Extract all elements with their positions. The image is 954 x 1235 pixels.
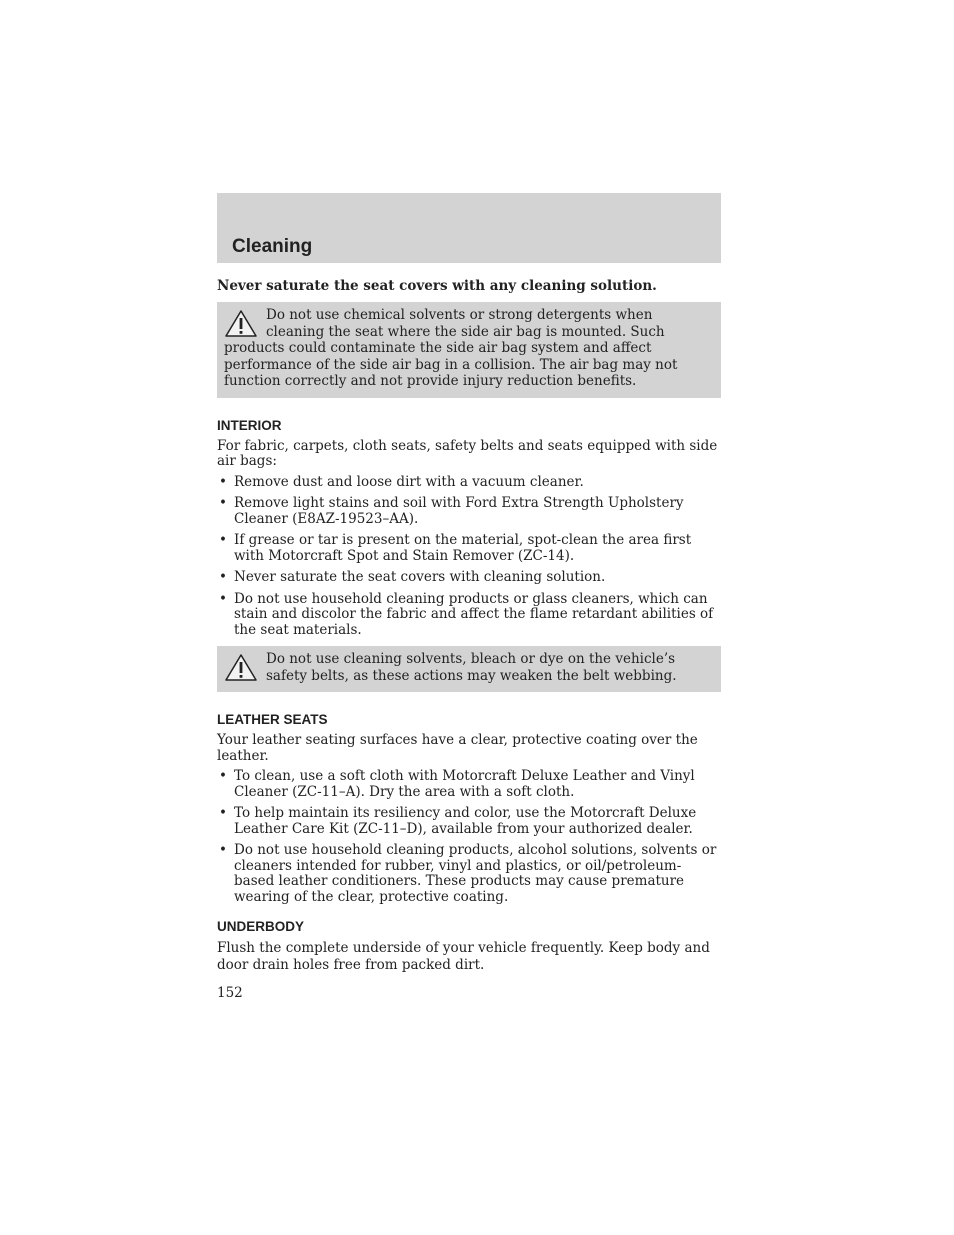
manual-page — [217, 193, 721, 1001]
underbody-text: Flush the complete underside of your vehicle frequently. Keep body and door drain holes free from packed dirt. — [217, 940, 710, 973]
warning-box-belts — [217, 646, 721, 692]
list-item: • If grease or tar is present on the material, spot-clean the area first with Motorcraft Spot and Stain Remover (ZC-14). — [217, 533, 721, 564]
page-title: Cleaning — [232, 236, 313, 257]
warning-box-airbag — [217, 302, 721, 398]
list-item: • Do not use household cleaning products or glass cleaners, which can stain and discolor the fabric and affect the flame retardant abilities of the seat materials. — [217, 592, 721, 639]
warning-text: Do not use chemical solvents or strong detergents when cleaning the seat where the side air bag is mounted. Such products could contaminate the side air bag system and affect performance of the side air bag in a collision. The air bag may not function correctly and not provide injury reduction benefits. — [224, 307, 678, 389]
heading-underbody: UNDERBODY — [217, 919, 305, 934]
list-item: • To help maintain its resiliency and color, use the Motorcraft Deluxe Leather Care Kit (ZC-11–D), available from your authorized dealer. — [217, 806, 721, 837]
list-item: • Do not use household cleaning products, alcohol solutions, solvents or cleaners intended for rubber, vinyl and plastics, or oil/petroleum-based leather conditioners. These products may cause premature wearing of the clear, protective coating. — [217, 843, 721, 905]
heading-interior: INTERIOR — [217, 417, 282, 433]
intro-warning-text: Never saturate the seat covers with any cleaning solution. — [217, 278, 657, 294]
warning-text: Do not use cleaning solvents, bleach or dye on the vehicle’s safety belts, as these actions may weaken the belt webbing. — [266, 651, 677, 684]
leather-intro: Your leather seating surfaces have a clear, protective coating over the leather. — [217, 732, 698, 764]
interior-intro: For fabric, carpets, cloth seats, safety belts and seats equipped with side air bags: — [217, 437, 718, 469]
list-item: • To clean, use a soft cloth with Motorcraft Deluxe Leather and Vinyl Cleaner (ZC-11–A). Dry the area with a soft cloth. — [217, 769, 721, 800]
warning-triangle-icon — [224, 653, 258, 683]
warning-triangle-icon — [224, 309, 258, 339]
interior-list — [217, 475, 721, 639]
page-number: 152 — [217, 985, 243, 1001]
list-item: • Remove dust and loose dirt with a vacuum cleaner. — [217, 475, 721, 491]
list-item: • Remove light stains and soil with Ford Extra Strength Upholstery Cleaner (E8AZ-19523–AA). — [217, 496, 721, 527]
section-header — [217, 193, 721, 263]
list-item: • Never saturate the seat covers with cleaning solution. — [217, 570, 721, 586]
heading-leather-seats: LEATHER SEATS — [217, 712, 328, 727]
leather-list — [217, 769, 721, 905]
